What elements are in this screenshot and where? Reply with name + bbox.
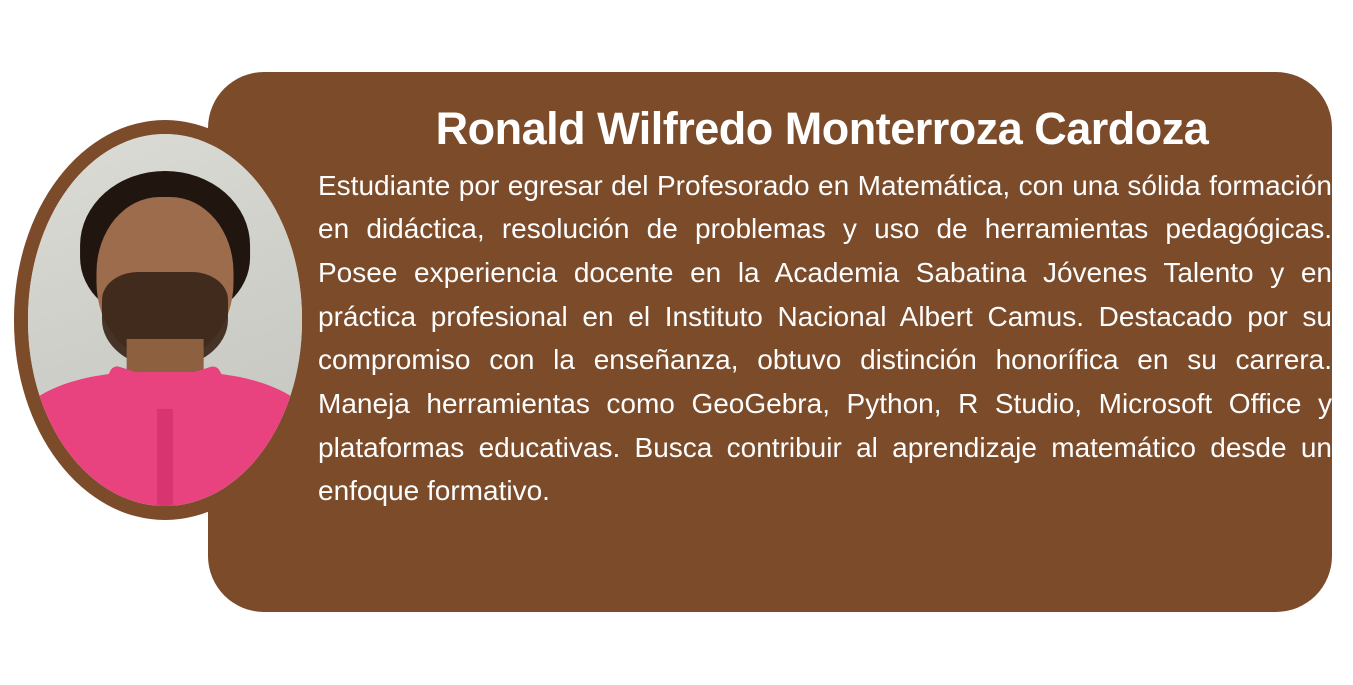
card-text-block	[318, 104, 1340, 513]
avatar	[14, 120, 316, 520]
bio-paragraph: Estudiante por egresar del Profesorado en Matemática, con una sólida formación en didáctica, resolución de problemas y uso de herramientas pedagógicas. Posee experiencia docente en la Academia Sabatina Jóvenes Talento y en práctica profesional en el Instituto Nacional Albert Camus. Destacado por su compromiso con la enseñanza, obtuvo distinción honorífica en su carrera. Maneja herramientas como GeoGebra, Python, R Studio, Microsoft Office y plataformas educativas. Busca contribuir al aprendizaje matemático desde un enfoque formativo.	[318, 169, 1332, 507]
page-title: Ronald Wilfredo Monterroza Cardoza	[435, 103, 1209, 154]
photo-placket	[157, 409, 173, 506]
portrait-photo	[28, 134, 302, 506]
